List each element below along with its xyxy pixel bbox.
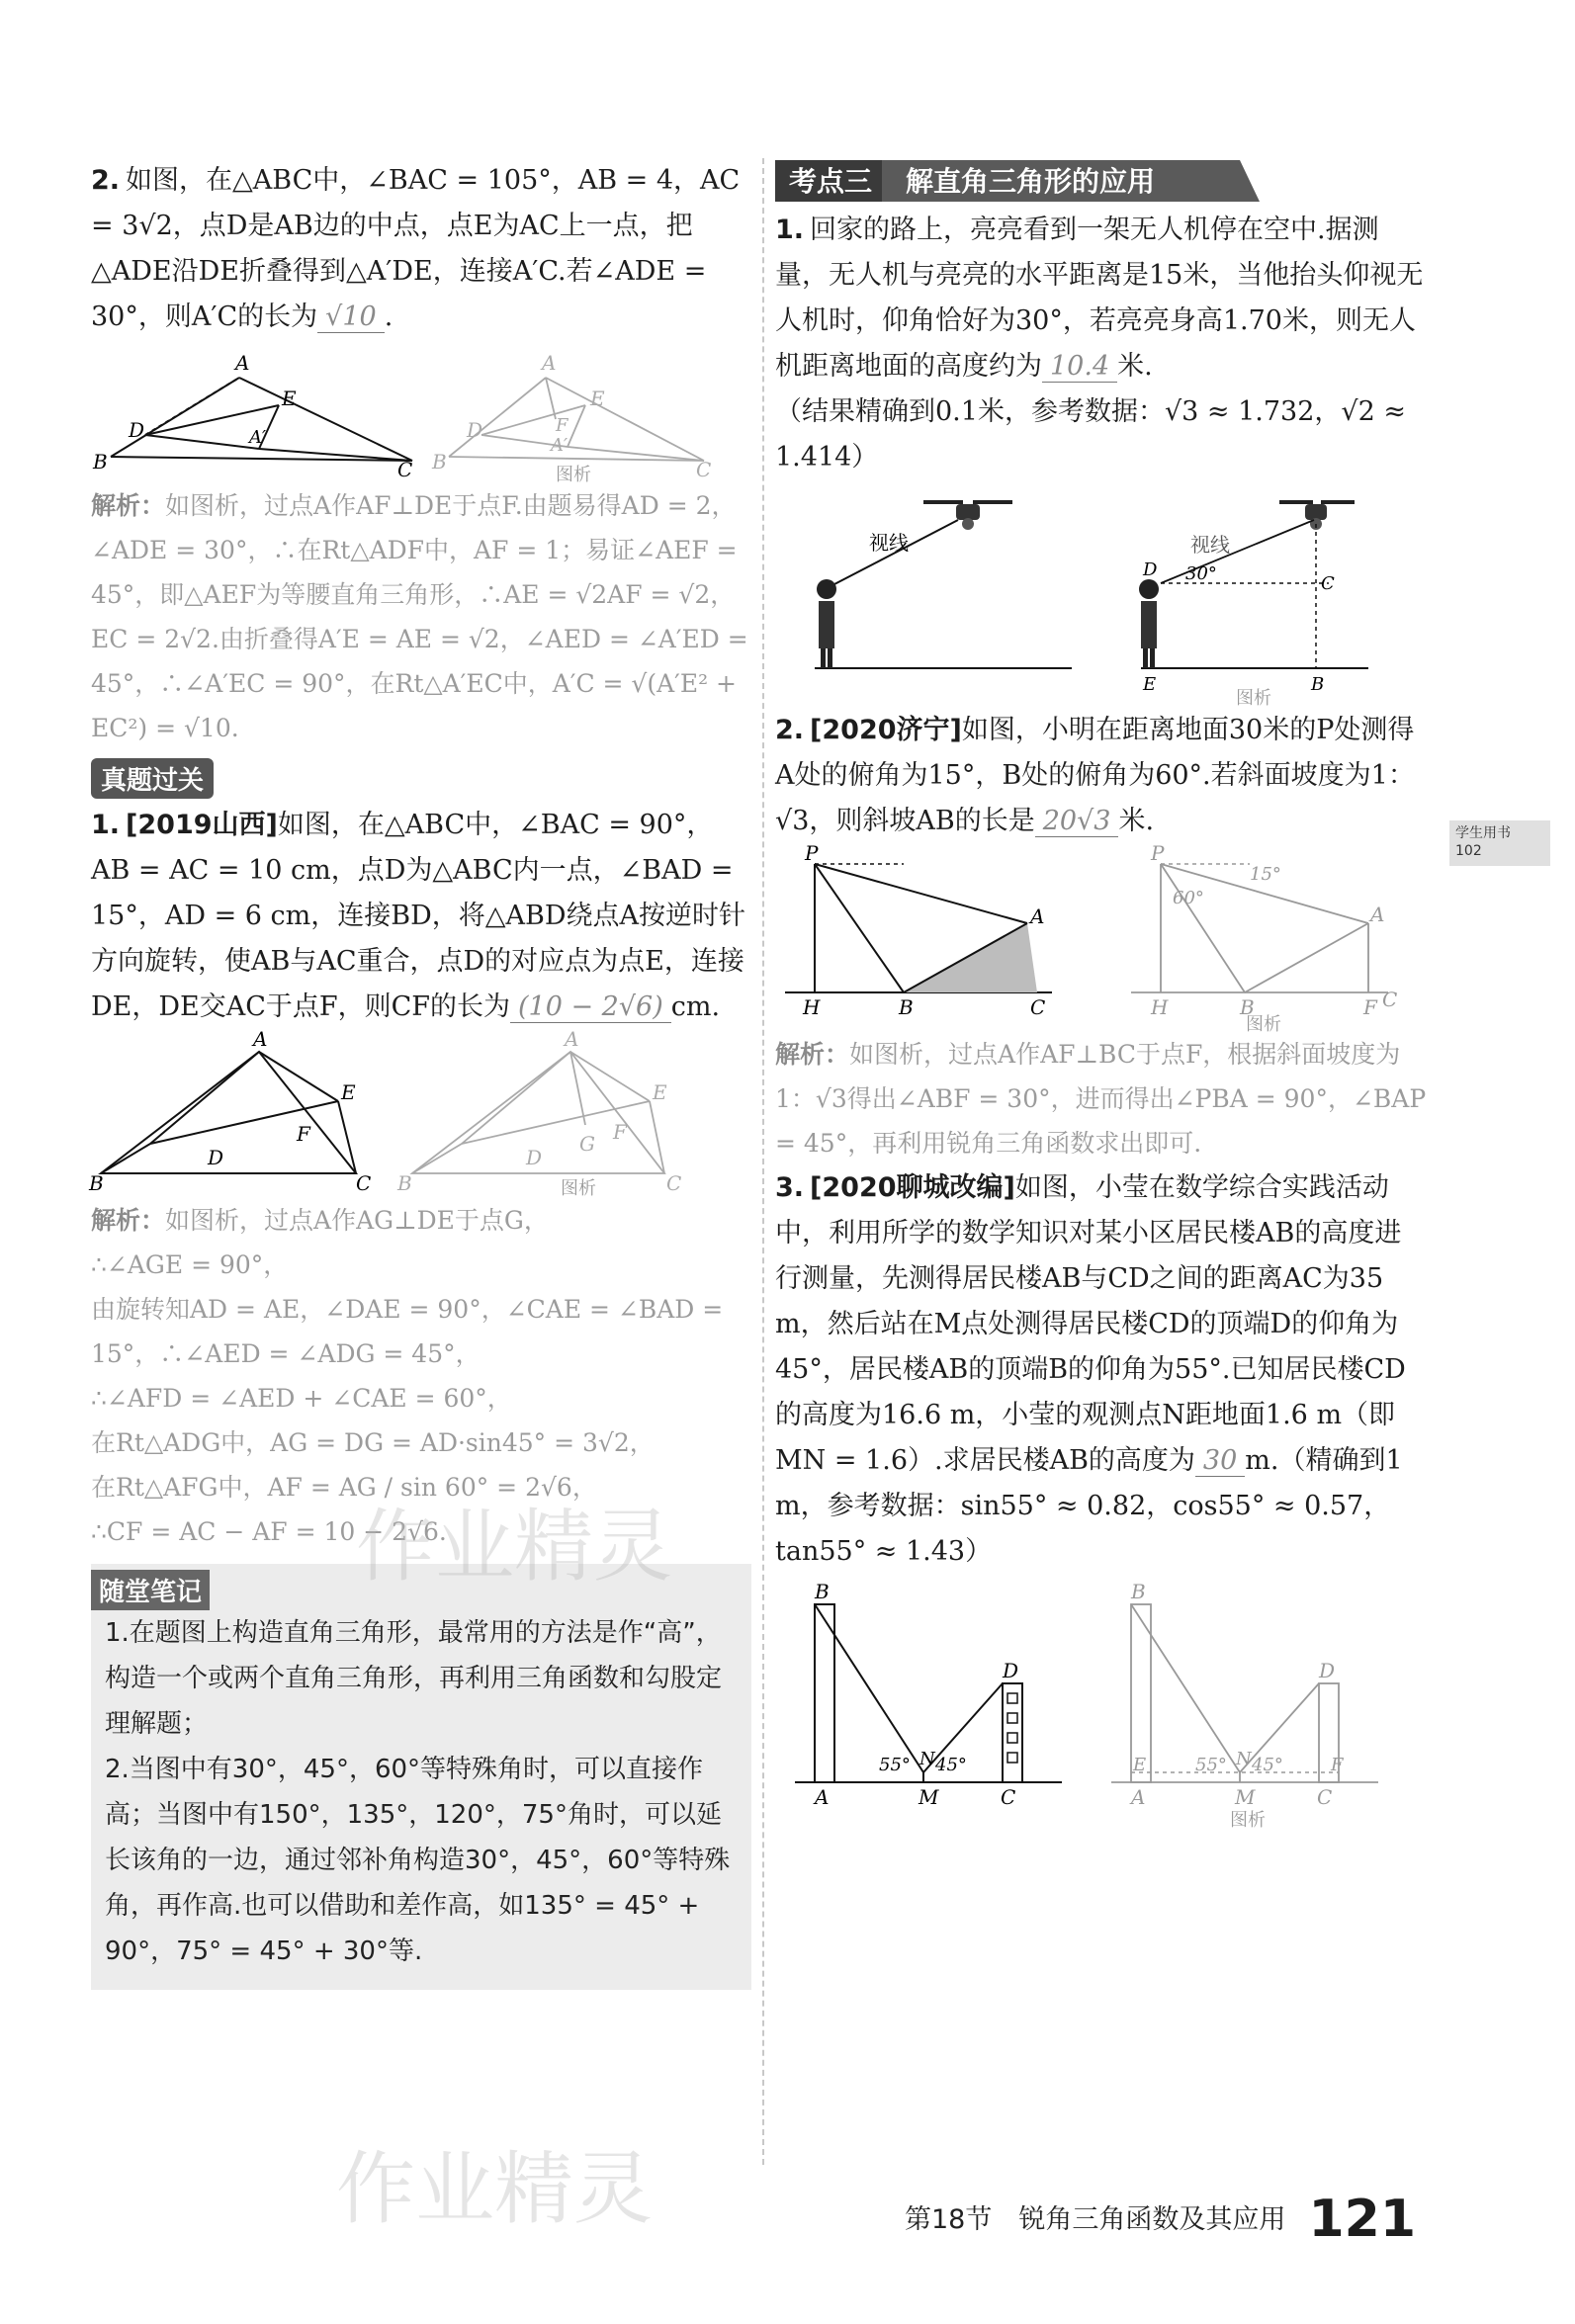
svg-text:M: M: [1235, 1785, 1256, 1809]
section-title: 解直角三角形的应用: [906, 165, 1156, 198]
svg-text:视线: 视线: [1190, 533, 1230, 557]
svg-text:B: B: [93, 450, 108, 473]
svg-text:图析: 图析: [1236, 688, 1271, 709]
svg-text:A: A: [253, 1027, 268, 1051]
answer-blank: 30: [1195, 1445, 1245, 1477]
class-notes: [91, 1564, 751, 1990]
svg-text:E: E: [1133, 1755, 1147, 1775]
right-column: 考点三 解直角三角形的应用 1. 回家的路上，亮亮看到一架无人机停在空中.据测量，无人机与亮亮的水平距离是15米，当他抬头仰视无人机时，仰角恰好为30°，若亮亮身高1.70米，则无人机距离地面的高度约为 10.4 米. （结果精确到0.1米，参考数据：√3 ≈ 1.732，√2 ≈ 1.414） 视线 视线 30° D C E B 图析 2. [2020济宁]如图，小明在距离地面30米的P处测得A处的俯角为15°，B处的俯角为60°.若斜面坡度为1：√3，则斜坡AB的长是 20√3 米. P A H B C P 15° 60° A H B F C 图析 解析：如图析，过点A作AF⊥BC于点F，根据斜面坡度为1：√3得出∠ABF = 30°，进而得出∠PBA = 90°，∠BAP = 45°，再利用锐角三角函数求出即可. 3. [2020聊城改编]如图，小莹在数学综合实践活动中，利用所学的数学知识对某小区居民楼AB的高度进行测量，先测得居民楼AB与CD之间的距离AC为35 m，然后站在M点处测得居民楼CD的顶端D的仰角为45°，居民楼AB的顶端B的仰角为55°.已知居民楼CD的高度为16.6 m，小莹的观测点N距地面1.6 m（即MN = 1.6）.求居民楼AB的高度为 30 m.（精确到1 m，参考数据：sin55° ≈ 0.82，cos55° ≈ 0.57，tan55° ≈ 1.43） B D 55° N 45° A M C B D E 55° N 45° F A M C 图析: [775, 158, 1428, 1832]
note-item: 2.当图中有30°，45°，60°等特殊角时，可以直接作高；当图中有150°，135°，120°，75°角时，可以延长该角的一边，通过邻补角构造30°，45°，60°等特殊角，再作高.也可以借助和差作高，如135° = 45° + 90°，75° = 45° + 30°等.: [105, 1755, 731, 1966]
page-footer: [905, 2190, 1416, 2249]
drone-icon: [923, 500, 1012, 530]
svg-text:视线: 视线: [869, 531, 909, 555]
svg-text:30°: 30°: [1185, 563, 1217, 584]
answer-blank: (10 − 2√6): [510, 991, 671, 1023]
svg-text:C: C: [1030, 995, 1046, 1019]
svg-text:D: D: [208, 1146, 224, 1169]
svg-text:N: N: [1236, 1749, 1252, 1769]
fig-caption: 图析: [556, 465, 591, 485]
section-badge-row: [91, 758, 751, 799]
right-question-1: 1. 回家的路上，亮亮看到一架无人机停在空中.据测量，无人机与亮亮的水平距离是15米，当他抬头仰视无人机时，仰角恰好为30°，若亮亮身高1.70米，则无人机距离地面的高度约为 10.4 米.: [775, 215, 1424, 382]
svg-text:P: P: [1151, 841, 1165, 865]
svg-text:C: C: [356, 1171, 372, 1195]
svg-text:55°: 55°: [879, 1755, 911, 1775]
svg-text:E: E: [282, 387, 297, 410]
svg-text:E: E: [1143, 674, 1157, 695]
answer-blank: 20√3: [1035, 806, 1119, 837]
answer-blank: √10: [317, 301, 385, 333]
column-divider: [762, 158, 764, 2165]
question-1-shanxi: 1. [2019山西]如图，在△ABC中，∠BAC = 90°，AB = AC = 10 cm，点D为△ABC内一点，∠BAD = 15°，AD = 6 cm，连接BD，将△ABD绕点A按逆时针方向旋转，使AB与AC重合，点D的对应点为点E，连接DE，DE交AC于点F，则CF的长为 (10 − 2√6) cm.: [91, 810, 746, 1022]
q2-figures: [91, 340, 751, 483]
svg-text:F: F: [1363, 995, 1377, 1019]
svg-text:C: C: [397, 458, 413, 481]
right-question-3: 3. [2020聊城改编]如图，小莹在数学综合实践活动中，利用所学的数学知识对某小区居民楼AB的高度进行测量，先测得居民楼AB与CD之间的距离AC为35 m，然后站在M点处测得居民楼CD的顶端D的仰角为45°，居民楼AB的顶端B的仰角为55°.已知居民楼CD的高度为16.6 m，小莹的观测点N距地面1.6 m（即MN = 1.6）.求居民楼AB的高度为 30 m.（精确到1 m，参考数据：sin55° ≈ 0.82，cos55° ≈ 0.57，tan55° ≈ 1.43）: [775, 1172, 1406, 1567]
svg-text:55°: 55°: [1195, 1755, 1227, 1775]
svg-text:E: E: [653, 1080, 667, 1104]
svg-text:图析: 图析: [561, 1178, 596, 1199]
svg-text:15°: 15°: [1250, 864, 1281, 885]
svg-text:B: B: [1311, 674, 1325, 695]
svg-text:F: F: [1331, 1755, 1344, 1775]
slope-figure: [775, 841, 1428, 1035]
svg-text:F: F: [613, 1120, 627, 1144]
svg-text:A: A: [542, 351, 557, 375]
svg-text:B: B: [432, 450, 447, 473]
svg-text:F: F: [556, 415, 569, 436]
svg-text:45°: 45°: [935, 1755, 967, 1775]
svg-text:D: D: [467, 418, 483, 442]
svg-text:A: A: [815, 1785, 830, 1809]
q2-explanation: 解析：如图析，过点A作AF⊥DE于点F.由题易得AD = 2，∠ADE = 30°，∴在Rt△ADF中，AF = 1；易证∠AEF = 45°，即△AEF为等腰直角三角形，∴AE = √2AF = √2，EC = 2√2.由折叠得A′E = AE = √2，∠AED = ∠A′ED = 45°，∴∠A′EC = 90°，在Rt△A′EC中，A′C = √(A′E² + EC²) = √10.: [91, 491, 748, 742]
section-header: [775, 158, 1269, 204]
notes-title: 随堂笔记: [91, 1570, 210, 1610]
note-item: 1.在题图上构造直角三角形，最常用的方法是作“高”，构造一个或两个直角三角形，再利用三角函数和勾股定理解题；: [105, 1618, 723, 1739]
drone-figures: [775, 480, 1428, 708]
svg-text:C: C: [696, 458, 712, 481]
svg-text:N: N: [919, 1749, 935, 1769]
svg-text:G: G: [579, 1132, 595, 1156]
watermark: 作业精灵: [336, 2143, 653, 2235]
svg-text:A′: A′: [249, 427, 267, 448]
svg-text:D: D: [129, 418, 145, 442]
svg-text:A: A: [565, 1027, 579, 1051]
q1-figure: [89, 1027, 751, 1199]
building-figures: [775, 1575, 1428, 1832]
real-exam-badge: 真题过关: [91, 758, 214, 799]
svg-text:H: H: [1151, 995, 1169, 1019]
label-A: A: [235, 351, 250, 375]
svg-text:C: C: [1001, 1785, 1016, 1809]
side-tab: 学生用书 102: [1449, 820, 1550, 866]
right-question-2: 2. [2020济宁]如图，小明在距离地面30米的P处测得A处的俯角为15°，B处的俯角为60°.若斜面坡度为1：√3，则斜坡AB的长是 20√3 米.: [775, 715, 1415, 836]
footer-section: 第18节 锐角三角函数及其应用: [905, 2204, 1286, 2235]
svg-text:P: P: [805, 841, 819, 865]
svg-text:M: M: [919, 1785, 939, 1809]
svg-text:图析: 图析: [1246, 1014, 1281, 1035]
right-q2-explanation: 解析：如图析，过点A作AF⊥BC于点F，根据斜面坡度为1：√3得出∠ABF = 30°，进而得出∠PBA = 90°，∠BAP = 45°，再利用锐角三角函数求出即可.: [775, 1040, 1427, 1158]
svg-text:60°: 60°: [1173, 888, 1204, 908]
svg-text:D: D: [1003, 1659, 1019, 1682]
svg-text:B: B: [1240, 995, 1255, 1019]
svg-text:B: B: [89, 1171, 104, 1195]
svg-text:A′: A′: [551, 435, 569, 456]
svg-text:B: B: [397, 1171, 412, 1195]
svg-text:C: C: [666, 1171, 682, 1195]
left-column: [91, 158, 751, 1990]
building-figure: [775, 1575, 1428, 1832]
svg-text:D: D: [526, 1146, 543, 1169]
q2-figure: [91, 340, 751, 483]
page-number: 121: [1308, 2190, 1416, 2249]
slope-figures: [775, 841, 1428, 1035]
svg-text:B: B: [815, 1580, 830, 1603]
svg-text:A: A: [1370, 903, 1385, 926]
svg-text:C: C: [1382, 988, 1398, 1011]
svg-text:C: C: [1321, 573, 1335, 594]
watermark: 作业精灵: [356, 1501, 672, 1592]
svg-text:45°: 45°: [1252, 1755, 1283, 1775]
svg-text:D: D: [1143, 559, 1158, 580]
svg-text:A: A: [1030, 904, 1045, 928]
question-2: 2. 如图，在△ABC中，∠BAC = 105°，AB = 4，AC = 3√2，点D是AB边的中点，点E为AC上一点，把△ADE沿DE折叠得到△A′DE，连接A′C.若∠ADE = 30°，则A′C的长为 √10 .: [91, 165, 741, 332]
section-tag: 考点三: [789, 165, 873, 198]
svg-text:E: E: [590, 387, 605, 410]
svg-text:F: F: [297, 1122, 310, 1146]
svg-text:B: B: [1131, 1580, 1146, 1603]
svg-text:图析: 图析: [1230, 1810, 1266, 1831]
svg-text:D: D: [1319, 1659, 1336, 1682]
answer-blank: 10.4: [1042, 351, 1117, 383]
svg-text:H: H: [803, 995, 821, 1019]
svg-text:E: E: [341, 1080, 356, 1104]
svg-text:B: B: [899, 995, 914, 1019]
q1-explanation: 解析：如图析，过点A作AG⊥DE于点G， ∴∠AGE = 90°， 由旋转知AD = AE，∠DAE = 90°，∠CAE = ∠BAD = 15°，∴∠AED = ∠ADG = 45°， ∴∠AFD = ∠AED + ∠CAE = 60°， 在Rt△ADG中，AG = DG = AD·sin45° = 3√2， 在Rt△AFG中，AF = AG / sin 60° = 2√6， ∴CF = AC − AF = 10 − 2√6.: [91, 1206, 724, 1546]
person-icon: [817, 579, 836, 668]
drone-figure: [775, 480, 1428, 708]
q1-figures: [89, 1027, 751, 1199]
svg-text:A: A: [1131, 1785, 1146, 1809]
svg-text:C: C: [1317, 1785, 1333, 1809]
